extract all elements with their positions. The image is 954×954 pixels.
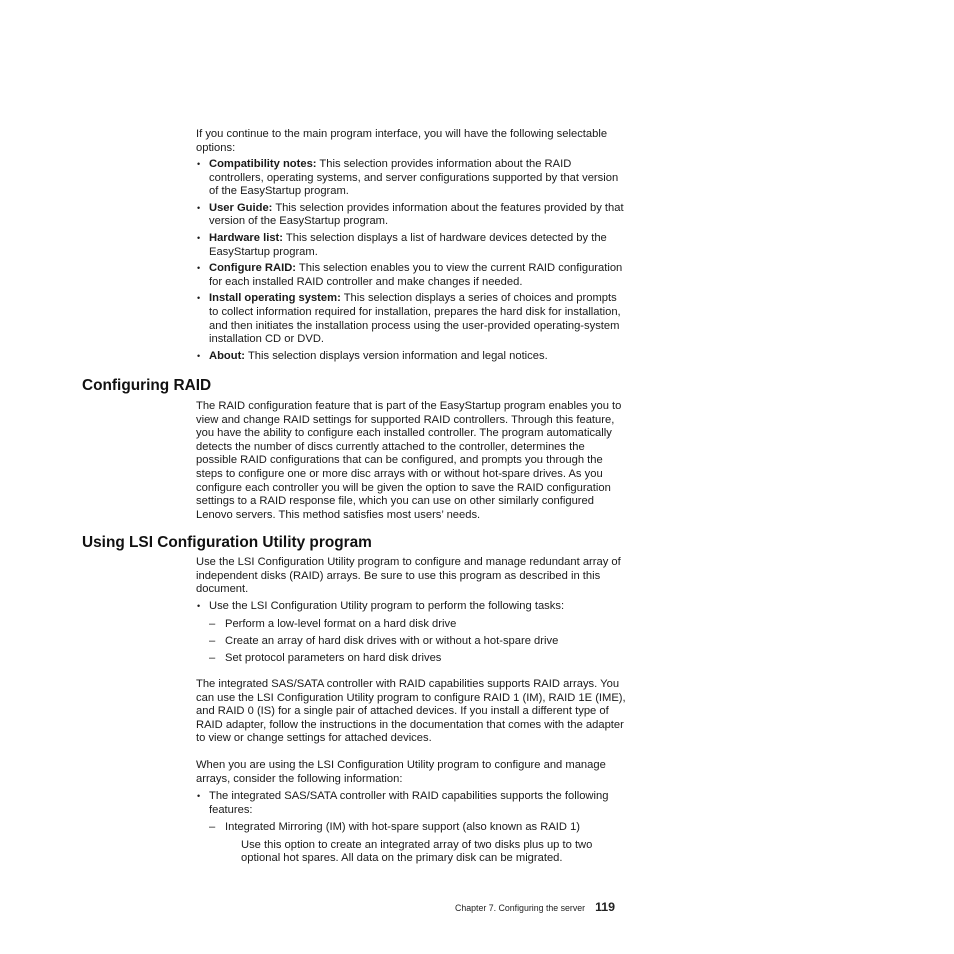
option-term: Configure RAID: xyxy=(209,262,297,275)
option-term: Compatibility notes: xyxy=(209,158,317,170)
feature-item-text: Integrated Mirroring (IM) with hot-spare support (also known as RAID 1) xyxy=(225,821,581,834)
sas-paragraph: The integrated SAS/SATA controller with RAID capabilities supports RAID arrays. You can use the LSI Configuration Utility program to configure RAID 1 (IM), RAID 1E (IME), and RAID 0 (IS) for a single pair of attached devices. If you install a different type of RAID adapter, follow the instructions in the documentation that comes with the adapter to view or change settings for attached devices. xyxy=(196,678,626,745)
option-text: This selection provides information about the features provided by that version of the EasyStartup program. xyxy=(209,201,624,228)
option-text: This selection displays a list of hardware devices detected by the EasyStartup program. xyxy=(209,231,607,258)
task-bullet-text: Use the LSI Configuration Utility program to perform the following tasks: xyxy=(209,600,565,612)
option-term: Hardware list: xyxy=(209,231,283,244)
lsi-utility-heading: Using LSI Configuration Utility program xyxy=(82,534,372,551)
option-term: About: xyxy=(209,349,246,362)
im-description: Use this option to create an integrated array of two disks plus up to two optional hot spares. All data on the primary disk can be migrated. xyxy=(241,838,593,865)
list-item xyxy=(196,232,626,259)
option-term: User Guide: xyxy=(209,201,273,214)
list-item xyxy=(196,262,626,289)
when-paragraph: When you are using the LSI Configuration Utility program to configure and manage arrays, consider the following information: xyxy=(196,759,606,785)
page-number: 119 xyxy=(595,900,616,914)
intro-paragraph: If you continue to the main program interface, you will have the following selectable options: xyxy=(196,128,608,154)
list-item xyxy=(196,202,626,229)
task-item: – Perform a low-level format on a hard disk drive xyxy=(209,618,626,632)
feature-bullet-text: The integrated SAS/SATA controller with RAID capabilities supports the following features: xyxy=(209,790,609,816)
option-text: This selection enables you to view the current RAID configuration for each installed RAID controller and make changes if needed. xyxy=(209,262,623,288)
option-term: Install operating system: xyxy=(209,292,341,305)
task-item: – Create an array of hard disk drives with or without a hot-spare drive xyxy=(209,635,626,649)
footer-chapter: Chapter 7. Configuring the server xyxy=(455,903,586,913)
list-item xyxy=(196,600,626,666)
features-list xyxy=(196,790,626,870)
lsi-tasks-list xyxy=(196,600,626,669)
list-item xyxy=(196,790,626,866)
option-text: This selection displays a series of choices and prompts to collect information required for installation, prepares the hard disk for installation, and then initiates the installation process using the user-provided operating-system installation CD or DVD. xyxy=(209,292,621,346)
configuring-raid-heading: Configuring RAID xyxy=(82,377,212,394)
option-text: This selection displays version information and legal notices. xyxy=(245,349,548,362)
lsi-intro-paragraph: Use the LSI Configuration Utility program to configure and manage redundant array of independent disks (RAID) arrays. Be sure to use this program as described in this document. xyxy=(196,556,621,596)
list-item xyxy=(196,158,626,199)
list-item xyxy=(196,350,626,364)
list-item xyxy=(196,292,626,346)
options-list xyxy=(196,158,626,366)
page-footer xyxy=(455,900,625,915)
task-item: – Set protocol parameters on hard disk drives xyxy=(209,652,626,666)
option-text: This selection provides information about the RAID controllers, operating systems, and server configurations supported by that version of the EasyStartup program. xyxy=(209,158,619,198)
raid-paragraph: The RAID configuration feature that is part of the EasyStartup program enables you to view and change RAID settings for supported RAID controllers. Through this feature, you have the ability to configure each installed controller. The program automatically detects the number of discs currently attached to the controller, determines the possible RAID configurations that can be configured, and prompts you through the steps to configure one or more disc arrays with or without hot-spare drives. As you configure each controller you will be given the option to save the RAID configuration settings to a RAID response file, which you can use on other similarly configured Lenovo servers. This method satisfies most users’ needs. xyxy=(196,400,622,521)
feature-item xyxy=(209,821,626,866)
